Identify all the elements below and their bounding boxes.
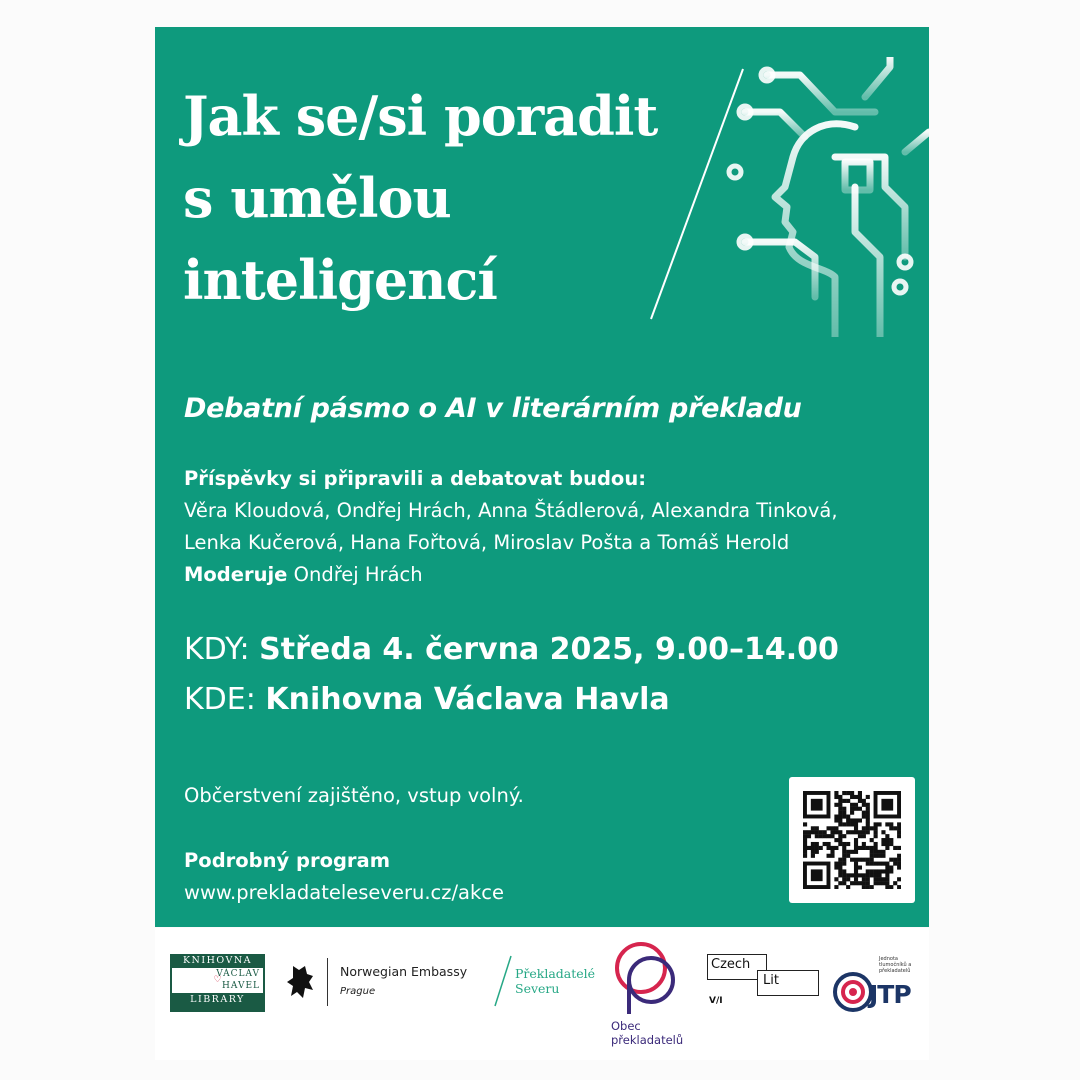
subtitle: Debatní pásmo o AI v literárním překladu [184, 393, 802, 424]
speakers-line-2: Lenka Kučerová, Hana Fořtová, Miroslav Pošta a Tomáš Herold [184, 531, 790, 554]
slash-mark-icon [493, 952, 515, 1012]
obec-line-2: překladatelů [611, 1033, 684, 1047]
czechlit-word-2: Lit [763, 973, 779, 988]
title-line-3: inteligencí [183, 248, 497, 312]
qr-code-icon [803, 791, 901, 889]
partner-logos-strip [155, 928, 929, 1060]
poster [155, 27, 929, 927]
prekladatele-severu-logo [493, 952, 603, 1012]
ai-head-circuit-icon [705, 57, 929, 337]
library-logo [170, 954, 265, 1012]
where-value: Knihovna Václava Havla [265, 682, 670, 717]
when-row [184, 625, 839, 675]
obec-prekladatelu-logo [607, 938, 687, 1053]
lion-crest-icon [285, 962, 319, 1002]
jtp-logo [831, 946, 917, 1016]
jtp-name: JTP [869, 980, 911, 1009]
czechlit-mark: V/I [709, 996, 723, 1006]
when-label: KDY: [184, 632, 250, 667]
title-line-1: Jak se/si poradit [183, 84, 658, 148]
czechlit-logo [707, 954, 819, 1010]
moderator-line [184, 559, 838, 591]
norwegian-embassy-logo [285, 958, 475, 1008]
refreshment-note: Občerstvení zajištěno, vstup volný. [184, 784, 524, 807]
obec-line-1: Obec [611, 1019, 641, 1033]
when-value: Středa 4. června 2025, 9.00–14.00 [259, 632, 839, 667]
jtp-tagline: Jednota tlumočníků a překladatelů [879, 956, 912, 974]
library-logo-line-2: VÁCLAV [216, 969, 260, 979]
prekladatele-line-2: Severu [515, 981, 560, 996]
moderator-name: Ondřej Hrách [293, 563, 423, 586]
title-line-2: s umělou [183, 166, 451, 230]
embassy-city: Prague [340, 986, 376, 997]
program-section [184, 845, 504, 909]
embassy-name: Norwegian Embassy [340, 964, 468, 979]
program-heading: Podrobný program [184, 849, 391, 872]
interlocking-circles-icon [607, 938, 687, 1018]
speakers-line-1: Věra Kloudová, Ondřej Hrách, Anna Štádlerová, Alexandra Tinková, [184, 499, 838, 522]
speakers-heading: Příspěvky si připravili a debatovat budou: [184, 467, 647, 490]
library-logo-line-3: HAVEL [222, 981, 260, 991]
library-logo-line-1: KNIHOVNA [182, 955, 253, 966]
where-row [184, 675, 839, 725]
where-label: KDE: [184, 682, 256, 717]
qr-code[interactable] [789, 777, 915, 903]
prekladatele-line-1: Překladatelé [515, 966, 596, 981]
library-logo-line-4: LIBRARY [190, 994, 245, 1005]
speakers-section [184, 463, 838, 591]
event-details [184, 625, 839, 725]
moderator-label: Moderuje [184, 563, 288, 586]
program-url[interactable]: www.prekladateleseveru.cz/akce [184, 881, 505, 904]
heart-icon: ♡ [213, 975, 223, 985]
czechlit-word-1: Czech [711, 957, 751, 972]
